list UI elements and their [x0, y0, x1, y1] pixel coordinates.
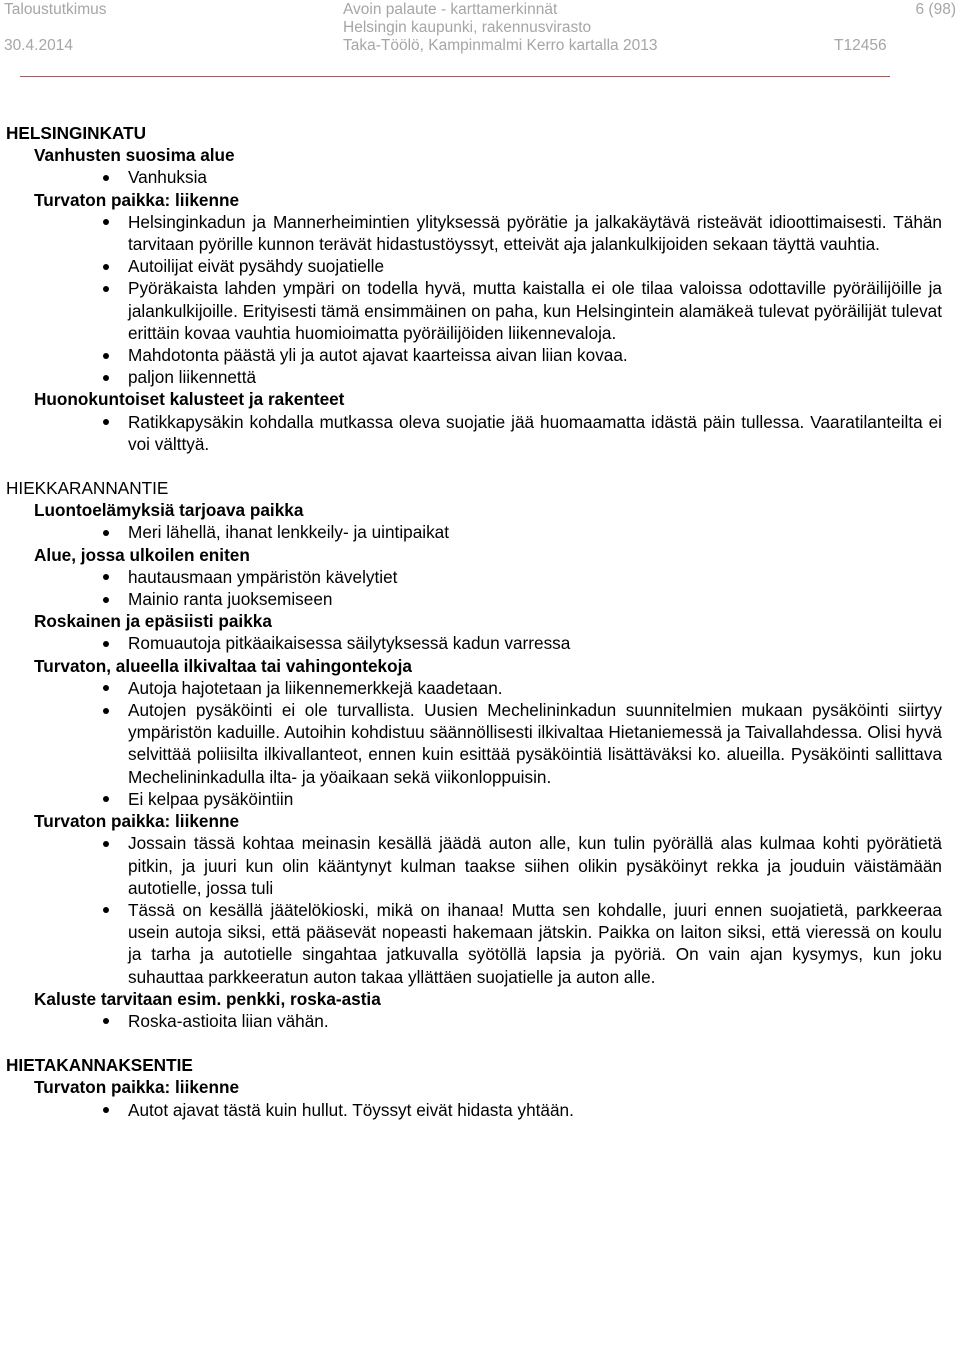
- comment-item: Mainio ranta juoksemiseen: [6, 588, 942, 610]
- comment-list: [6, 411, 942, 455]
- comment-item: Ei kelpaa pysäköintiin: [6, 788, 942, 810]
- header-company: Taloustutkimus: [4, 1, 107, 18]
- comment-item: Jossain tässä kohtaa meinasin kesällä jäädä auton alle, kun tulin pyörällä alas kulmaa kohti pyörätietä pitkin, ja juuri kun olin kääntynyt kulman taakse siihen olikin pysäköinyt rekka ja jouduin väistämään autotielle, jossa tuli: [6, 832, 942, 899]
- comment-item: Tässä on kesällä jäätelökioski, mikä on ihanaa! Mutta sen kohdalle, juuri ennen suojatietä, parkkeeraa usein autoja siksi, että pääsevät nopeasti hakemaan jätskin. Paikka on laiton siksi, että vieressä on koulu ja tarha ja autotielle singahtaa jatkuvalla syötöllä lapsia ja pyöriä. On vain ajan kysymys, kun joku suhauttaa parkkeeratun auton takaa yllättäen suojatielle ja auton alle.: [6, 899, 942, 988]
- header-project-code: T12456: [834, 37, 887, 54]
- comment-item: paljon liikennettä: [6, 366, 942, 388]
- comment-list: [6, 521, 942, 543]
- document-body: [6, 122, 942, 1121]
- category-heading: Vanhusten suosima alue: [34, 145, 235, 166]
- comment-item: Autoja hajotetaan ja liikennemerkkejä kaadetaan.: [6, 677, 942, 699]
- category-heading: Turvaton paikka: liikenne: [34, 811, 240, 832]
- category-heading: Luontoelämyksiä tarjoava paikka: [34, 500, 304, 521]
- comment-list: [6, 677, 942, 810]
- category-heading: Huonokuntoiset kalusteet ja rakenteet: [34, 389, 345, 410]
- comment-item: hautausmaan ympäristön kävelytiet: [6, 566, 942, 588]
- category-heading: Turvaton, alueella ilkivaltaa tai vahingontekoja: [34, 655, 412, 676]
- comment-item: Autot ajavat tästä kuin hullut. Töyssyt eivät hidasta yhtään.: [6, 1099, 942, 1121]
- comment-item: Meri lähellä, ihanat lenkkeily- ja uintipaikat: [6, 521, 942, 543]
- comment-item: Vanhuksia: [6, 166, 942, 188]
- comment-list: [6, 1099, 942, 1121]
- category-heading: Turvaton paikka: liikenne: [34, 189, 240, 210]
- category-heading: Kaluste tarvitaan esim. penkki, roska-astia: [34, 988, 381, 1009]
- category-heading: Turvaton paikka: liikenne: [34, 1077, 240, 1098]
- header-page-number: 6 (98): [915, 1, 956, 18]
- comment-list: [6, 166, 942, 188]
- comment-list: [6, 566, 942, 610]
- comment-list: [6, 1010, 942, 1032]
- comment-item: Autoilijat eivät pysähdy suojatielle: [6, 255, 942, 277]
- section-title: HIETAKANNAKSENTIE: [6, 1055, 193, 1076]
- section-title: HELSINGINKATU: [6, 123, 147, 143]
- comment-list: [6, 832, 942, 987]
- header-report-title: Avoin palaute - karttamerkinnät: [343, 1, 558, 18]
- comment-item: Helsinginkadun ja Mannerheimintien ylityksessä pyörätie ja jalkakäytävä risteävät idioottimaisesti. Tähän tarvitaan pyörille kunnon terävät hidastustöyssyt, etteivät aja jalankulkijoiden sekaan täyttä vauhtia.: [6, 211, 942, 255]
- comment-item: Pyöräkaista lahden ympäri on todella hyvä, mutta kaistalla ei ole tilaa valoissa odottaville pyöräilijöille ja jalankulkijoille. Erityisesti tämä ensimmäinen on paha, kun Helsingintein alamäkeä tulevat pyöräilijät tulevat erittäin kovaa vauhtia huomioimatta pyöräilijöiden liikennevaloja.: [6, 277, 942, 344]
- category-heading: Alue, jossa ulkoilen eniten: [34, 544, 250, 565]
- comment-item: Mahdotonta päästä yli ja autot ajavat kaarteissa aivan liian kovaa.: [6, 344, 942, 366]
- comment-item: Romuautoja pitkäaikaisessa säilytyksessä kadun varressa: [6, 632, 942, 654]
- comment-item: Autojen pysäköinti ei ole turvallista. Uusien Mechelininkadun suunnitelmien mukaan pysäköinti siirtyy ympäristön kaduille. Autoihin kohdistuu säännöllisesti ilkivaltaa Hietaniemessä ja Taivallahdessa. Olisi hyvä selvittää poliisilta ilkivallanteot, ennen kuin esittää pysäköintiä lisättäväksi ko. alueilla. Pysäköinti sallittava Mechelininkadulla ilta- ja yöaikaan sekä viikonloppuisin.: [6, 699, 942, 788]
- comment-item: Roska-astioita liian vähän.: [6, 1010, 942, 1032]
- category-heading: Roskainen ja epäsiisti paikka: [34, 611, 272, 632]
- header-date: 30.4.2014: [4, 37, 73, 54]
- comment-list: [6, 211, 942, 389]
- section-title: HIEKKARANNANTIE: [6, 478, 169, 499]
- header-client: Helsingin kaupunki, rakennusvirasto: [343, 19, 592, 36]
- header-divider: [20, 76, 890, 77]
- comment-list: [6, 632, 942, 654]
- header-project: Taka-Töölö, Kampinmalmi Kerro kartalla 2013: [343, 37, 658, 54]
- comment-item: Ratikkapysäkin kohdalla mutkassa oleva suojatie jää huomaamatta idästä päin tullessa. Vaaratilanteilta ei voi välttyä.: [6, 411, 942, 455]
